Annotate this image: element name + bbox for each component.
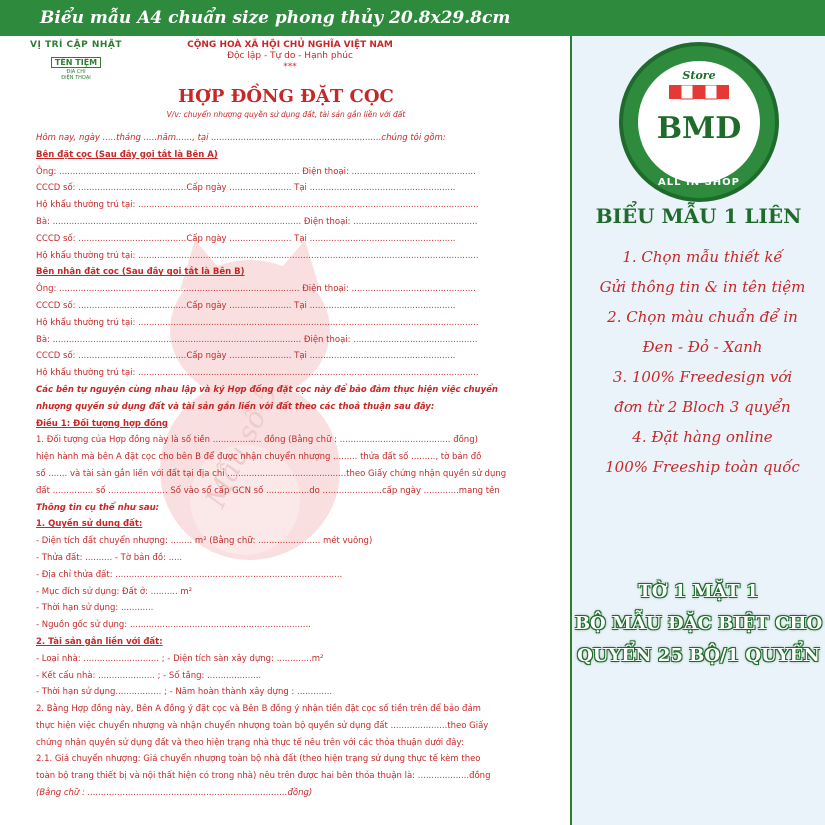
agreement-line-2: nhượng quyền sử dụng đất và tài sản gắn liền với đất theo các thoả thuận sau đây: [36,401,435,412]
land-term: - Thời hạn sử dụng: ............ [36,603,154,614]
article-1-line-2: hiện hành mà bên A đặt cọc cho bên B để được nhận chuyển nhượng ......... thửa đất số ........., tờ bản đồ [36,452,482,463]
party-a-mr: Ông: ......................................................................................... Điện thoại: .............................................. [36,166,476,177]
land-address: - Địa chỉ thửa đất: .................................................................................... [36,569,343,580]
party-a-mr-address: Hộ khẩu thường trú tại: .............................................................................................................................. [36,200,479,211]
land-purpose: - Mục đích sử dụng: Đất ở: .......... m² [36,586,193,597]
party-a-mrs-address: Hộ khẩu thường trú tại: .............................................................................................................................. [36,250,479,261]
logo-store-text: Store [682,69,716,82]
agreement-line-1: Các bên tự nguyện cùng nhau lập và ký Hợp đồng đặt cọc này để bảo đảm thực hiện việc chuyển [36,384,498,395]
party-a-heading: Bên đặt cọc (Sau đây gọi tắt là Bên A) [36,149,218,160]
nation-stars: *** [283,62,297,72]
price-line-3: (Bằng chữ : ..........................................................................đồng) [36,788,313,799]
party-a-mrs: Bà: ............................................................................................ Điện thoại: .............................................. [36,216,478,227]
step-2-detail: Đen - Đỏ - Xanh [642,338,763,356]
bmd-logo [619,42,779,202]
party-b-mr-id: CCCD số: ........................................Cấp ngày ....................... Tại ...................................................... [36,300,456,311]
bottom-line-3: QUYỂN 25 BỘ/1 QUYỂN [577,645,820,666]
shop-stamp [30,40,122,88]
article-1-line-4: đất ............... số ...................... Số vào sổ cấp GCN số ................do ......................cấp ngày .............mang tên [36,485,500,496]
step-4-detail: 100% Freeship toàn quốc [605,458,800,476]
step-1: 1. Chọn mẫu thiết kế [622,248,783,266]
clause-2-line-2: thực hiện việc chuyển nhượng và nhận chuyển nhượng toàn bộ quyền sử dụng đất .....................theo Giấy [36,720,489,731]
stamp-address: ĐỊA CHỈ [66,69,86,75]
party-b-mrs: Bà: ............................................................................................ Điện thoại: .............................................. [36,334,478,345]
stamp-phone: ĐIỆN THOẠI [61,75,91,81]
promo-panel [572,36,825,825]
party-a-mr-id: CCCD số: ........................................Cấp ngày ....................... Tại ...................................................... [36,183,456,194]
price-line-2: toàn bộ trang thiết bị và nội thất hiện có trong nhà) nêu trên được hai bên thỏa thuận là: ...................đồng [36,771,491,782]
nation-motto: Độc lập - Tự do - Hạnh phúc [227,51,353,61]
promo-steps [580,242,825,482]
land-origin: - Nguồn gốc sử dụng: ................................................................... [36,620,311,631]
step-3: 3. 100% Freedesign với [612,368,793,386]
price-line-1: 2.1. Giá chuyển nhượng: Giá chuyển nhượng toàn bộ nhà đất (theo hiện trạng sử dụng thực tế kèm theo [36,754,481,765]
land-plot: - Thửa đất: .......... - Tờ bản đồ: ..... [36,552,183,563]
land-area: - Diện tích đất chuyển nhượng: ........ m² (Bằng chữ: ....................... mét vuông) [36,536,373,547]
party-a-mrs-id: CCCD số: ........................................Cấp ngày ....................... Tại ...................................................... [36,233,456,244]
party-b-mrs-address: Hộ khẩu thường trú tại: .............................................................................................................................. [36,368,479,379]
national-header [140,40,440,73]
party-b-mr-address: Hộ khẩu thường trú tại: .............................................................................................................................. [36,317,479,328]
logo-bmd-text: BMD [656,111,742,146]
article-1-line-1: 1. Đối tượng của Hợp đồng này là số tiền .................. đồng (Bằng chữ : ......................................... đồng) [36,435,478,446]
land-use-heading: 1. Quyền sử dụng đất: [36,519,143,530]
step-1-detail: Gửi thông tin & in tên tiệm [599,278,806,296]
house-type: - Loại nhà: ............................ ; - Diện tích sàn xây dựng: .............m² [36,653,324,664]
party-b-heading: Bên nhận đặt cọc (Sau đây gọi tắt là Bên B) [36,267,245,278]
step-2: 2. Chọn màu chuẩn để in [607,308,798,326]
contract-body [36,130,556,802]
watermark-text: Mẫu số 5 [198,379,285,513]
promo-title: BIỂU MẪU 1 LIÊN [595,204,802,228]
document-subtitle: V/v: chuyển nhượng quyền sử dụng đất, tài sản gắn liền với đất [166,110,406,119]
bottom-line-1: TỜ 1 MẶT 1 [638,581,759,602]
details-heading: Thông tin cụ thể như sau: [36,502,160,513]
assets-heading: 2. Tài sản gắn liền với đất: [36,636,163,647]
clause-2-line-1: 2. Bằng Hợp đồng này, Bên A đồng ý đặt cọc và Bên B đồng ý nhận tiền đặt cọc số tiền trên để bảo đảm [36,704,481,715]
stamp-top-text: VỊ TRÍ CẬP NHẬT [30,40,122,50]
intro-line: Hôm nay, ngày .....tháng .....năm......, tại ...............................................................chúng tôi gồm: [36,133,446,143]
step-3-detail: đơn từ 2 Bloch 3 quyển [614,398,791,416]
nation-name: CỘNG HOÀ XÃ HỘI CHỦ NGHĨA VIỆT NAM [187,40,393,50]
size-banner: Biểu mẫu A4 chuẩn size phong thủy 20.8x29.8cm [0,0,825,36]
logo-ring-text: ALL IN SHOP [658,177,740,188]
article-1-line-3: số ....... và tài sản gắn liền với đất tại địa chỉ ............................................theo Giấy chứng nhận quyền sử dụng [36,468,507,479]
clause-2-line-3: chứng nhận quyền sử dụng đất và theo hiện trạng nhà thực tế nêu trên với các thỏa thuận dưới đây: [36,737,464,748]
awning-icon [669,85,729,107]
step-4: 4. Đặt hàng online [632,428,773,446]
promo-bottom [572,576,825,672]
house-structure: - Kết cấu nhà: ..................... ; - Số tầng: .................... [36,670,262,681]
logo-inner [638,61,760,183]
house-term: - Thời hạn sử dụng................. ; - Năm hoàn thành xây dựng : ............. [36,687,333,698]
document-title: HỢP ĐỒNG ĐẶT CỌC [178,86,394,107]
party-b-mrs-id: CCCD số: ........................................Cấp ngày ....................... Tại ...................................................... [36,351,456,362]
party-b-mr: Ông: ......................................................................................... Điện thoại: .............................................. [36,284,476,295]
bottom-line-2: BỘ MẪU ĐẶC BIỆT CHO [574,613,823,634]
article-1-heading: Điều 1: Đối tượng hợp đồng [36,418,168,429]
stamp-shop-name: TÊN TIỆM [51,57,101,68]
